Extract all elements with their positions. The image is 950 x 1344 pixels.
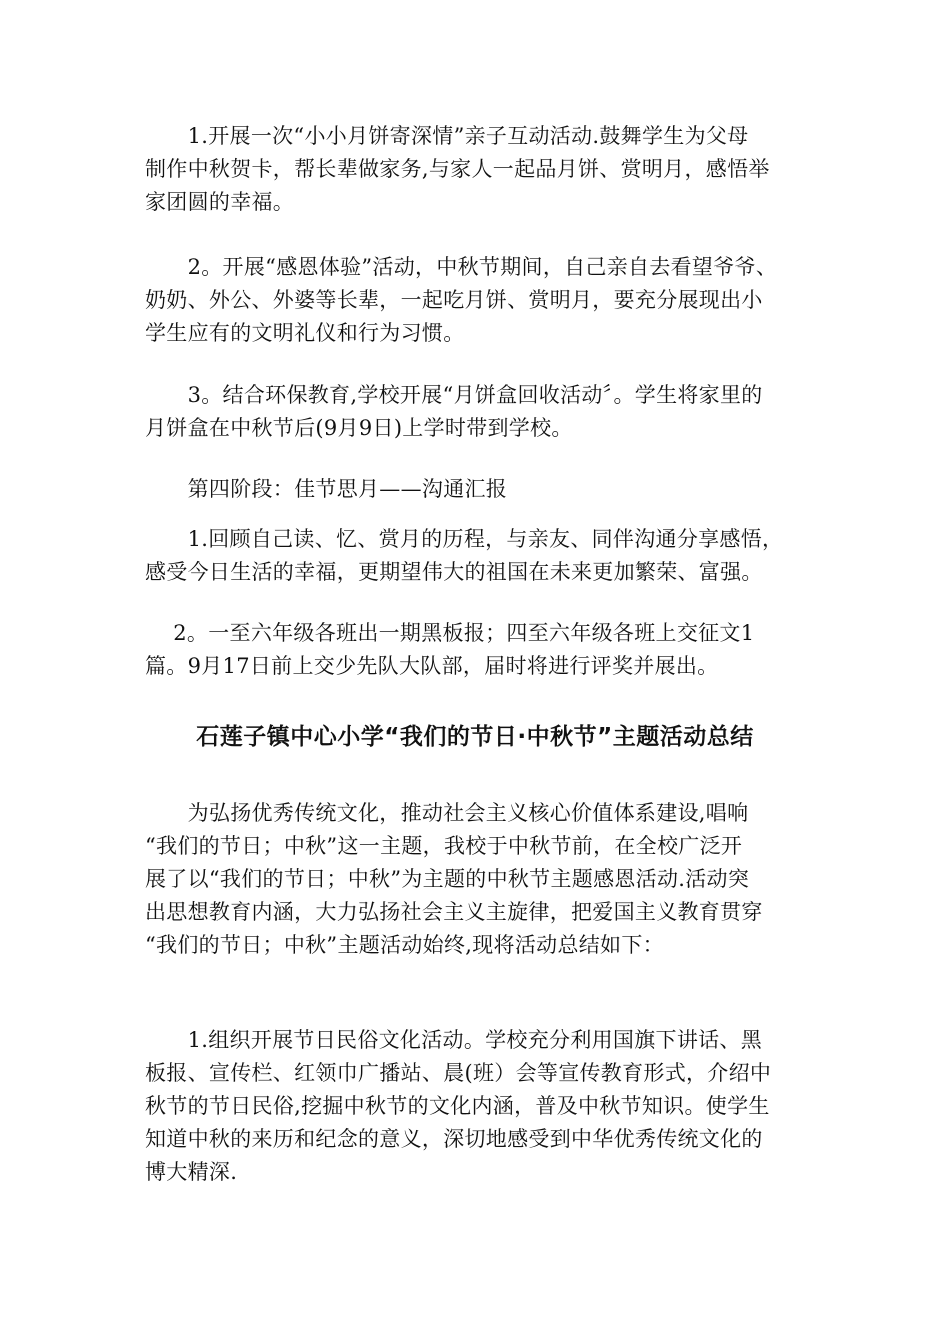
- text-line: 出思想教育内涵，大力弘扬社会主义主旋律，把爱国主义教育贯穿: [145, 900, 763, 924]
- text-line: 1.回顾自己读、忆、赏月的历程，与亲友、同伴沟通分享感悟，: [145, 527, 784, 551]
- paragraph-gratitude-experience: [145, 251, 805, 350]
- text-line: 1.开展一次“小小月饼寄深情”亲子互动活动.鼓舞学生为父母: [145, 124, 749, 148]
- text-line: 第四阶段：佳节思月——沟通汇报: [145, 477, 508, 501]
- text-line: 秋节的节日民俗,挖掘中秋节的文化内涵，普及中秋节知识。使学生: [145, 1094, 770, 1118]
- text-line: 月饼盒在中秋节后(9月9日)上学时带到学校。: [145, 416, 573, 440]
- paragraph-blackboard-essay: [145, 617, 805, 683]
- text-line: 2。一至六年级各班出一期黑板报；四至六年级各班上交征文1: [145, 621, 755, 645]
- text-line: 为弘扬优秀传统文化，推动社会主义核心价值体系建设,唱响: [145, 801, 749, 825]
- text-line: 2。开展“感恩体验”活动，中秋节期间，自己亲自去看望爷爷、: [145, 255, 778, 279]
- paragraph-mooncake-box-recycling: [145, 379, 805, 445]
- text-line: 家团圆的幸福。: [145, 190, 295, 214]
- text-line: 展了以“我们的节日；中秋”为主题的中秋节主题感恩活动.活动突: [145, 867, 750, 891]
- summary-title: 石莲子镇中心小学“我们的节日·中秋节”主题活动总结: [196, 724, 754, 750]
- paragraph-summary-intro: [145, 797, 805, 962]
- text-line: 奶奶、外公、外婆等长辈，一起吃月饼、赏明月，要充分展现出小: [145, 288, 763, 312]
- text-line: 3。结合环保教育,学校开展“月饼盒回收活动〞。学生将家里的: [145, 383, 763, 407]
- text-line: 制作中秋贺卡，帮长辈做家务,与家人一起品月饼、赏明月，感悟举: [145, 157, 770, 181]
- stage-four-heading: [145, 473, 805, 506]
- paragraph-review-share: [145, 523, 805, 589]
- text-line: 1.组织开展节日民俗文化活动。学校充分利用国旗下讲话、黑: [145, 1028, 763, 1052]
- text-line: 知道中秋的来历和纪念的意义，深切地感受到中华优秀传统文化的: [145, 1127, 763, 1151]
- paragraph-parent-child-activity: [145, 120, 805, 219]
- text-line: 感受今日生活的幸福，更期望伟大的祖国在未来更加繁荣、富强。: [145, 560, 763, 584]
- paragraph-folk-culture-activity: [145, 1024, 805, 1189]
- text-line: 学生应有的文明礼仪和行为习惯。: [145, 321, 465, 345]
- text-line: 博大精深.: [145, 1160, 238, 1184]
- text-line: “我们的节日；中秋”这一主题，我校于中秋节前，在全校广泛开: [145, 834, 743, 858]
- text-line: “我们的节日；中秋”主题活动始终,现将活动总结如下：: [145, 933, 664, 957]
- text-line: 板报、宣传栏、红领巾广播站、晨(班）会等宣传教育形式，介绍中: [145, 1061, 772, 1085]
- text-line: 篇。9月17日前上交少先队大队部，届时将进行评奖并展出。: [145, 654, 719, 678]
